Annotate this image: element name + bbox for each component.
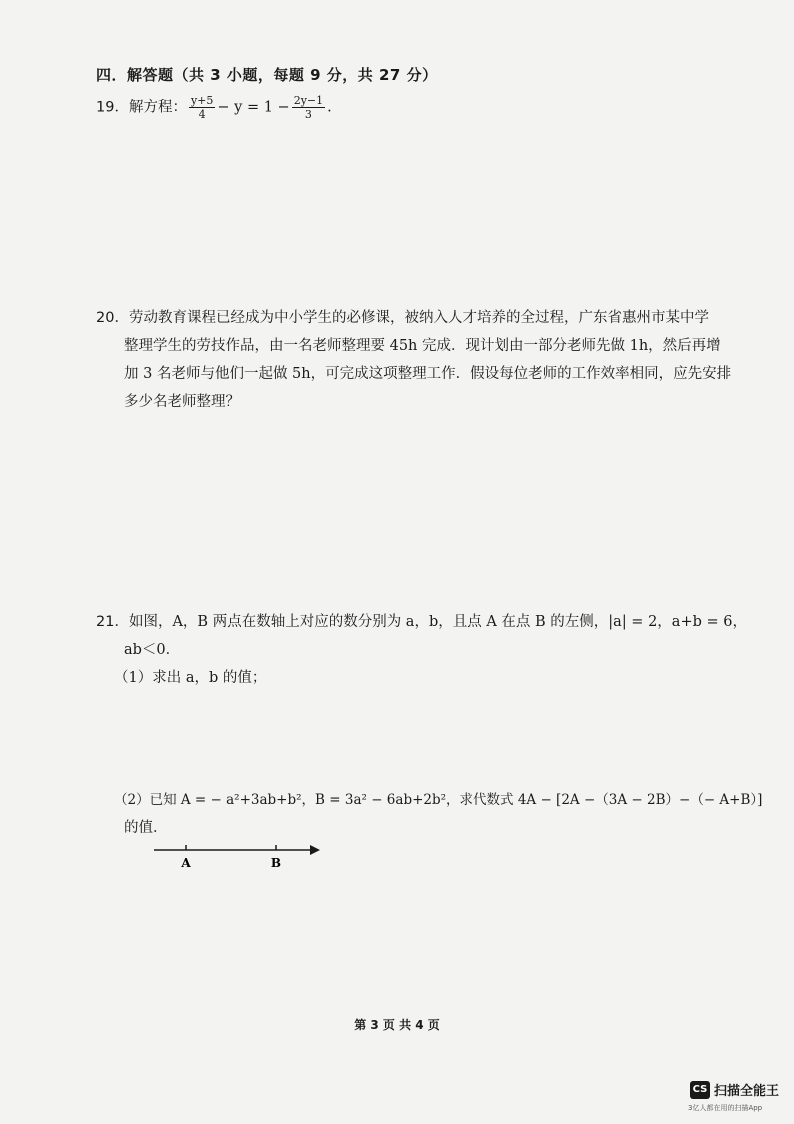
fraction [292, 94, 325, 121]
equation-end: . [327, 99, 332, 116]
question-text: 劳动教育课程已经成为中小学生的必修课，被纳入人才培养的全过程，广东省惠州市某中学 [128, 310, 709, 326]
question-line: 多少名老师整理？ [124, 394, 240, 410]
number-line-figure [150, 838, 330, 874]
numerator: 2y−1 [293, 94, 324, 107]
section-title: 四．解答题（共 3 小题，每题 9 分，共 27 分） [96, 66, 438, 84]
scanner-logo-icon: CS [690, 1081, 710, 1099]
equation-middle: − y = 1 − [217, 99, 290, 116]
point-label-a: A [181, 856, 191, 870]
question-19 [96, 94, 332, 121]
arrow-icon [310, 845, 320, 855]
question-line [96, 608, 756, 636]
denominator: 4 [198, 108, 206, 121]
question-21 [96, 608, 756, 692]
denominator: 3 [304, 108, 312, 121]
question-line: 加 3 名老师与他们一起做 5h，可完成这项整理工作．假设每位老师的工作效率相同，应先安排 [124, 366, 732, 382]
numerator: y+5 [190, 94, 214, 107]
scanner-app-slogan: 3亿人都在用的扫描App [688, 1104, 763, 1112]
point-label-b: B [270, 856, 282, 870]
question-text: 如图，A，B 两点在数轴上对应的数分别为 a，b，且点 A 在点 B 的左侧，|a| = 2，a+b = 6， [128, 614, 747, 630]
scanner-app-name: 扫描全能王 [714, 1084, 780, 1099]
question-number: 21． [96, 614, 129, 630]
sub-question-2 [114, 786, 774, 842]
question-line: 整理学生的劳技作品，由一名老师整理要 45h 完成．现计划由一部分老师先做 1h，然后再增 [124, 338, 721, 354]
question-number: 19． [96, 99, 129, 116]
question-line: 的值． [124, 820, 168, 836]
question-number: 20． [96, 310, 129, 326]
fraction [189, 94, 215, 121]
question-line [96, 304, 736, 332]
question-label: 解方程： [128, 99, 187, 116]
question-20 [96, 304, 736, 416]
page-footer: 第 3 页 共 4 页 [354, 1018, 440, 1032]
sub-question-1: （1）求出 a，b 的值； [114, 670, 267, 686]
question-line: ab＜0． [124, 642, 181, 658]
question-line: （2）已知 A = − a²+3ab+b²，B = 3a² − 6ab+2b²，求代数式 4A − [2A −（3A − 2B）−（− A+B）] [114, 792, 763, 808]
